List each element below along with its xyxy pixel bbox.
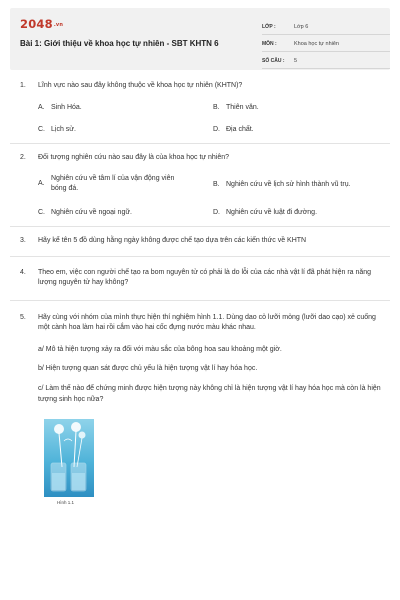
figure-caption: Hình 1.1 <box>57 500 75 505</box>
question-2 <box>20 153 380 163</box>
option-text: Sinh Hóa. <box>51 104 82 111</box>
option-c[interactable] <box>38 208 132 218</box>
option-d[interactable] <box>213 208 317 218</box>
site-logo[interactable] <box>20 17 63 31</box>
option-text: Địa chất. <box>226 126 254 133</box>
question-3 <box>20 236 380 246</box>
meta-value: Khoa học tự nhiên <box>294 41 339 47</box>
question-1 <box>20 81 380 91</box>
option-letter: B. <box>213 104 220 111</box>
option-letter: B. <box>213 181 220 188</box>
sub-question-a: a/ Mô tả hiện tượng xảy ra đối với màu sắc của bông hoa sau khoảng một giờ. <box>38 346 282 353</box>
option-b[interactable] <box>213 103 259 113</box>
logo-text: 2048 <box>20 17 53 31</box>
option-letter: D. <box>213 126 220 133</box>
option-text: Nghiên cứu về luật đi đường. <box>226 209 318 216</box>
option-text: Lịch sử. <box>51 126 76 133</box>
worksheet-header <box>10 8 390 70</box>
meta-value: Lớp 6 <box>294 24 309 30</box>
option-text: Nghiên cứu về ngoại ngữ. <box>51 209 132 216</box>
question-number: 4. <box>20 269 26 276</box>
question-text: Hãy kể tên 5 đồ dùng hằng ngày không được chế tạo dựa trên các kiến thức về KHTN <box>38 237 307 244</box>
question-text: Lĩnh vực nào sau đây không thuộc về khoa học tự nhiên (KHTN)? <box>38 82 243 89</box>
option-letter: A. <box>38 104 45 111</box>
question-4 <box>20 268 380 288</box>
option-a[interactable] <box>38 174 208 194</box>
sub-question-c: c/ Làm thế nào để chứng minh được hiện tượng này không chỉ là hiện tượng vật lí hay hóa học mà còn là hiện tượng sinh học nữa? <box>38 385 381 403</box>
sub-question-b: b/ Hiện tượng quan sát được chủ yếu là hiện tượng vật lí hay hóa học. <box>38 365 258 372</box>
question-5 <box>20 313 380 333</box>
question-divider <box>10 300 390 301</box>
meta-row-class <box>262 20 390 35</box>
option-letter: C. <box>38 209 45 216</box>
question-number: 5. <box>20 314 26 321</box>
meta-row-count <box>262 54 390 69</box>
option-text: Nghiên cứu về tâm lí của vận động viên bóng đá. <box>51 175 175 192</box>
question-text: Đối tượng nghiên cứu nào sau đây là của khoa học tự nhiên? <box>38 154 230 161</box>
option-letter: A. <box>38 180 45 187</box>
meta-label: MÔN : <box>262 41 277 47</box>
question-divider <box>10 143 390 144</box>
option-letter: C. <box>38 126 45 133</box>
worksheet-meta <box>262 20 390 71</box>
flower-experiment-image <box>44 419 94 497</box>
meta-label: LỚP : <box>262 24 276 30</box>
page-title: Bài 1: Giới thiệu về khoa học tự nhiên - SBT KHTN 6 <box>20 39 219 48</box>
question-divider <box>10 256 390 257</box>
logo-tld: .vn <box>53 22 64 28</box>
question-number: 2. <box>20 154 26 161</box>
option-d[interactable] <box>213 125 254 135</box>
option-text: Nghiên cứu về lịch sử hình thành vũ trụ. <box>226 181 351 188</box>
option-letter: D. <box>213 209 220 216</box>
question-text: Hãy cùng với nhóm của mình thực hiện thí nghiệm hình 1.1. Dùng dao cỏ lưỡi mỏng (lưỡi dao cạo) xẻ cuống một cành hoa làm hai rồi cắm vào hai cốc đựng nước màu khác nhau. <box>38 314 376 331</box>
question-text: Theo em, việc con người chế tạo ra bom nguyên tử có phải là do lỗi của các nhà vật lí đã phát hiện ra năng lượng nguyên tử hay không? <box>38 269 372 286</box>
meta-value: 5 <box>294 58 298 64</box>
option-a[interactable] <box>38 103 82 113</box>
question-divider <box>10 226 390 227</box>
question-number: 3. <box>20 237 26 244</box>
question-number: 1. <box>20 82 26 89</box>
meta-label: SỐ CÂU : <box>262 58 285 64</box>
flower-illustration <box>44 419 94 497</box>
meta-row-subject <box>262 37 390 52</box>
option-b[interactable] <box>213 180 351 190</box>
option-text: Thiên văn. <box>226 104 259 111</box>
option-c[interactable] <box>38 125 76 135</box>
